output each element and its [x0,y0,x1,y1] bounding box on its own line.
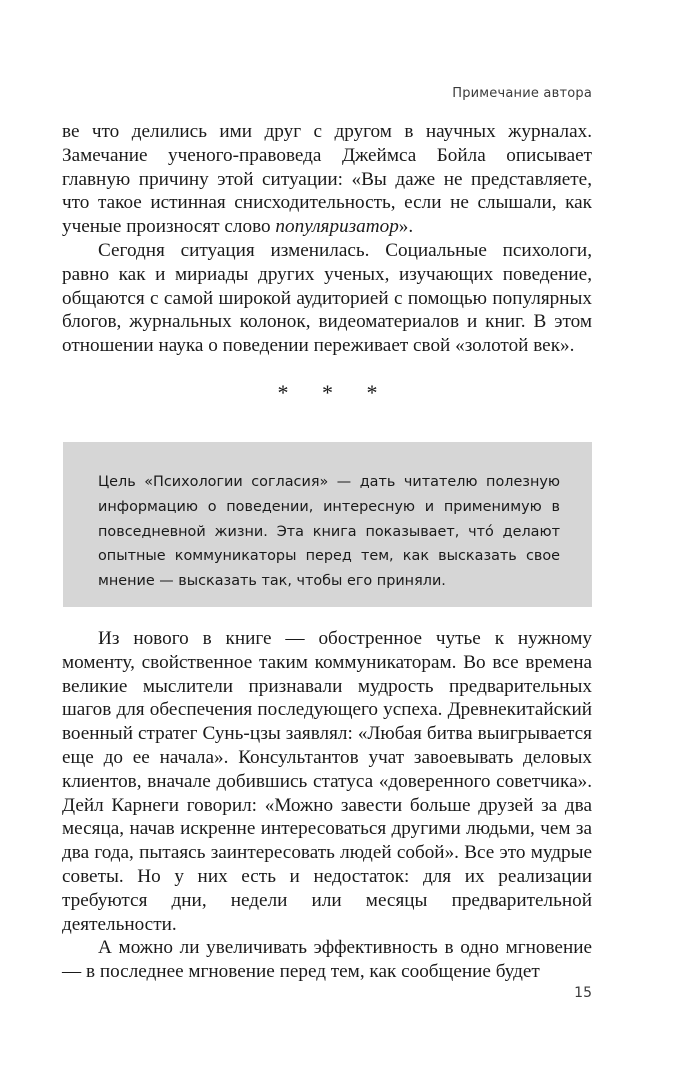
running-head: Примечание автора [452,86,592,101]
paragraph-text-end: ». [398,216,414,238]
text-block-bottom [62,627,592,984]
section-separator: * * * [277,380,392,405]
paragraph-continuation [62,120,592,239]
paragraph-text: ве что делились ими друг с другом в научных журналах. Замечание ученого-правоведа Джеймса Бойла описывает главную причину этой ситуации: «Вы даже не представляете, что такое истинная снисходительность, если не слышали, как ученые произносят слово [62,121,592,238]
emphasized-word: популяризатор [275,216,399,238]
paragraph: Из нового в книге — обостренное чутье к нужному моменту, свойственное таким коммуникаторам. Во все времена великие мыслители признавали мудрость предварительных шагов для обеспечения последующего успеха. Древнекитайский военный стратег Сунь-цзы заявлял: «Любая битва выигрывается еще до ее начала». Консультантов учат завоевывать деловых клиентов, вначале добившись статуса «доверенного советчика». Дейл Карнеги говорил: «Можно завести больше друзей за два месяца, начав искренне интересоваться другими людьми, чем за два года, пытаясь заинтересовать людей собой». Все это мудрые советы. Но у них есть и недостаток: для их реализации требуются дни, недели или месяцы предварительной деятельности. [62,628,592,935]
text-block-top [62,120,592,358]
page-number: 15 [574,985,592,1001]
callout-text: Цель «Психологии согласия» — дать читателю полезную информацию о поведении, интересную и применимую в повседневной жизни. Эта книга показывает, что́ делают опытные коммуникаторы перед тем, как высказать свое мнение — высказать так, чтобы его приняли. [98,474,560,590]
paragraph: А можно ли увеличивать эффективность в одно мгновение — в последнее мгновение перед тем, как сообщение будет [62,937,592,983]
paragraph: Сегодня ситуация изменилась. Социальные психологи, равно как и мириады других ученых, изучающих поведение, общаются с самой широкой аудиторией с помощью популярных блогов, журнальных колонок, видеоматериалов и книг. В этом отношении наука о поведении переживает свой «золотой век». [62,239,592,357]
